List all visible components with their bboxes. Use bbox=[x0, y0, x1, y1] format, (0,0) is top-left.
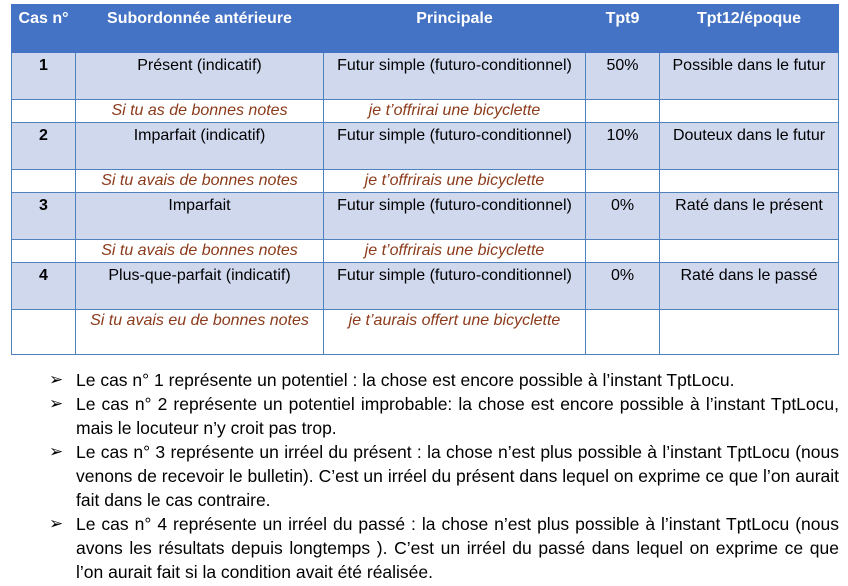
arrow-bullet-icon: ➢ bbox=[49, 442, 64, 461]
header-subordonnee: Subordonnée antérieure bbox=[76, 5, 324, 53]
note-text: Le cas n° 3 représente un irréel du présent : la chose n’est plus possible à l’instant TptLocu (nous venons de recevoir le bulletin). C’est un irréel du présent dans lequel on exprime ce que l’on aurait fait dans le cas contraire. bbox=[76, 442, 839, 510]
empty-cell bbox=[12, 310, 76, 355]
principale-tense: Futur simple (futuro-conditionnel) bbox=[324, 193, 586, 240]
empty-cell bbox=[586, 240, 660, 263]
table-row-case-4 bbox=[12, 263, 839, 310]
tpt9-value: 0% bbox=[586, 263, 660, 310]
header-principale: Principale bbox=[324, 5, 586, 53]
tpt12-value: Raté dans le présent bbox=[660, 193, 839, 240]
empty-cell bbox=[586, 310, 660, 355]
example-principale: je t’offrirai une bicyclette bbox=[324, 100, 586, 123]
example-row-case-3 bbox=[12, 240, 839, 263]
empty-cell bbox=[660, 240, 839, 263]
list-item bbox=[49, 440, 839, 512]
principale-tense: Futur simple (futuro-conditionnel) bbox=[324, 123, 586, 170]
subordonnee-tense: Plus-que-parfait (indicatif) bbox=[76, 263, 324, 310]
arrow-bullet-icon: ➢ bbox=[49, 370, 64, 389]
note-text: Le cas n° 2 représente un potentiel improbable: la chose est encore possible à l’instant TptLocu, mais le locuteur n’y croit pas trop. bbox=[76, 394, 839, 438]
empty-cell bbox=[660, 310, 839, 355]
example-subordonnee: Si tu avais eu de bonnes notes bbox=[76, 310, 324, 355]
empty-cell bbox=[660, 100, 839, 123]
case-number: 3 bbox=[12, 193, 76, 240]
tpt12-value: Douteux dans le futur bbox=[660, 123, 839, 170]
example-subordonnee: Si tu avais de bonnes notes bbox=[76, 240, 324, 263]
empty-cell bbox=[12, 100, 76, 123]
principale-tense: Futur simple (futuro-conditionnel) bbox=[324, 53, 586, 100]
arrow-bullet-icon: ➢ bbox=[49, 514, 64, 533]
list-item bbox=[49, 392, 839, 440]
example-principale: je t’offrirais une bicyclette bbox=[324, 240, 586, 263]
subordonnee-tense: Présent (indicatif) bbox=[76, 53, 324, 100]
list-item bbox=[49, 368, 839, 392]
table-row-case-3 bbox=[12, 193, 839, 240]
tpt9-value: 10% bbox=[586, 123, 660, 170]
table-header-row bbox=[12, 5, 839, 53]
example-subordonnee: Si tu as de bonnes notes bbox=[76, 100, 324, 123]
empty-cell bbox=[586, 100, 660, 123]
case-number: 1 bbox=[12, 53, 76, 100]
tpt12-value: Possible dans le futur bbox=[660, 53, 839, 100]
tpt12-value: Raté dans le passé bbox=[660, 263, 839, 310]
example-principale: je t’aurais offert une bicyclette bbox=[324, 310, 586, 355]
tpt9-value: 50% bbox=[586, 53, 660, 100]
empty-cell bbox=[12, 240, 76, 263]
empty-cell bbox=[586, 170, 660, 193]
header-tpt9: Tpt9 bbox=[586, 5, 660, 53]
arrow-bullet-icon: ➢ bbox=[49, 394, 64, 413]
subordonnee-tense: Imparfait (indicatif) bbox=[76, 123, 324, 170]
list-item bbox=[49, 512, 839, 584]
table-row-case-2 bbox=[12, 123, 839, 170]
case-number: 2 bbox=[12, 123, 76, 170]
note-text: Le cas n° 4 représente un irréel du passé : la chose n’est plus possible à l’instant TptLocu (nous avons les résultats depuis longtemps ). C’est un irréel du passé dans lequel on exprime ce que l’on aurait fait si la condition avait été réalisée. bbox=[76, 514, 839, 582]
note-text: Le cas n° 1 représente un potentiel : la chose est encore possible à l’instant TptLocu. bbox=[76, 370, 735, 390]
header-cas: Cas n° bbox=[12, 5, 76, 53]
table-row-case-1 bbox=[12, 53, 839, 100]
case-number: 4 bbox=[12, 263, 76, 310]
explanation-list bbox=[49, 368, 839, 584]
example-row-case-1 bbox=[12, 100, 839, 123]
header-tpt12: Tpt12/époque bbox=[660, 5, 839, 53]
example-subordonnee: Si tu avais de bonnes notes bbox=[76, 170, 324, 193]
empty-cell bbox=[660, 170, 839, 193]
subordonnee-tense: Imparfait bbox=[76, 193, 324, 240]
conditional-tenses-table bbox=[11, 4, 839, 355]
empty-cell bbox=[12, 170, 76, 193]
example-row-case-4 bbox=[12, 310, 839, 355]
example-row-case-2 bbox=[12, 170, 839, 193]
principale-tense: Futur simple (futuro-conditionnel) bbox=[324, 263, 586, 310]
tpt9-value: 0% bbox=[586, 193, 660, 240]
example-principale: je t’offrirais une bicyclette bbox=[324, 170, 586, 193]
